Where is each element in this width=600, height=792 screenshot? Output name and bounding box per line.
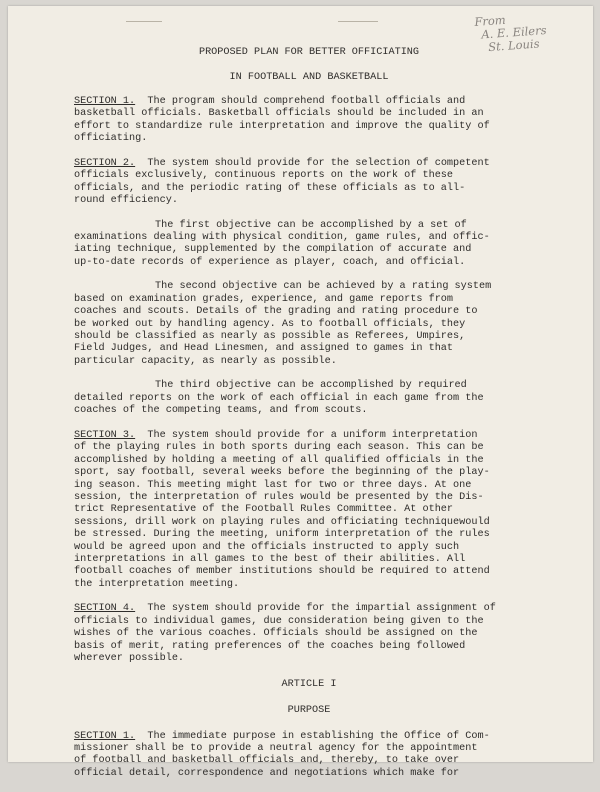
- section-heading: SECTION 1.: [74, 730, 136, 742]
- paragraph-line: Field Judges, and Head Linesmen, and assigned to games in that: [74, 343, 454, 355]
- paragraph-line: session, the interpretation of rules would be presented by the Dis-: [74, 491, 484, 503]
- paragraph-line: basketball officials. Basketball officials should be included in an: [74, 108, 484, 120]
- section-3-paragraph: [74, 430, 544, 591]
- paragraph-line: The system should provide for a uniform interpretation: [147, 429, 478, 441]
- paragraph-line: interpretations in all games to the best of their abilities. All: [74, 553, 466, 565]
- objective-1-paragraph: [74, 220, 544, 270]
- section-heading: SECTION 1.: [74, 96, 136, 107]
- article-section-1-paragraph: [74, 731, 544, 781]
- paragraph-line: trict Representative of the Football Rules Committee. At other: [74, 504, 454, 516]
- paragraph-line: examinations dealing with physical condition, game rules, and offic-: [74, 232, 490, 244]
- paragraph-line: basis of merit, rating preferences of the coaches being followed: [74, 640, 466, 652]
- article-heading: ARTICLE I: [281, 678, 337, 690]
- document-subtitle: IN FOOTBALL AND BASKETBALL: [229, 72, 389, 83]
- paragraph-line: The system should provide for the selection of competent: [147, 157, 490, 169]
- objective-3-paragraph: [74, 380, 544, 417]
- paragraph-line: accomplished by holding a meeting of all qualified officials in the: [74, 454, 484, 466]
- paragraph-line: coaches of the competing teams, and from scouts.: [74, 405, 368, 417]
- paragraph-line: sessions, drill work on playing rules and officiating techniquewould: [74, 516, 490, 528]
- scratch-mark: [338, 21, 378, 22]
- article-subheading: PURPOSE: [287, 704, 331, 716]
- paragraph-line: of football and basketball officials and, thereby, to take over: [74, 755, 460, 767]
- paragraph-line: The third objective can be accomplished by required: [155, 380, 467, 392]
- paragraph-line: effort to standardize rule interpretation and improve the quality of: [74, 120, 490, 132]
- annotation-line: From: [473, 12, 507, 29]
- paragraph-line: officials to individual games, due consideration being given to the: [74, 615, 484, 627]
- paragraph-line: based on examination grades, experience, and game reports from: [74, 293, 454, 305]
- section-heading: SECTION 4.: [74, 603, 136, 615]
- document-body: [74, 46, 544, 792]
- paragraph-line: would be agreed upon and the officials instructed to apply such: [74, 541, 460, 553]
- document-title: PROPOSED PLAN FOR BETTER OFFICIATING: [198, 47, 420, 58]
- section-4-paragraph: [74, 603, 544, 665]
- paragraph-line: The system should provide for the impartial assignment of: [147, 603, 496, 615]
- paragraph-line: coaches and scouts. Details of the grading and rating procedure to: [74, 306, 478, 318]
- paragraph-line: officials exclusively, continuous reports on the work of these: [74, 170, 454, 182]
- paragraph-line: The program should comprehend football officials and: [147, 96, 466, 107]
- paragraph-line: football coaches of member institutions should be required to attend: [74, 566, 490, 578]
- paragraph-line: sport, say football, several weeks before the beginning of the play-: [74, 467, 490, 479]
- paragraph-line: officials, and the periodic rating of these officials as to all-: [74, 182, 466, 194]
- section-1-paragraph: [74, 96, 544, 146]
- annotation-line: A. E. Eilers: [480, 22, 547, 42]
- paragraph-line: iating technique, supplemented by the compilation of accurate and: [74, 244, 472, 256]
- paragraph-line: should be classified as nearly as possible as Referees, Umpires,: [74, 331, 466, 343]
- objective-2-paragraph: [74, 281, 544, 368]
- paragraph-line: The second objective can be achieved by a rating system: [155, 281, 492, 293]
- paragraph-line: wherever possible.: [74, 652, 185, 664]
- paragraph-line: the interpretation meeting.: [74, 578, 240, 590]
- scratch-mark: [126, 21, 162, 22]
- paragraph-line: be worked out by handling agency. As to football officials, they: [74, 318, 466, 330]
- annotation-line: St. Louis: [487, 36, 540, 55]
- paragraph-line: ing season. This meeting might last for two or three days. At one: [74, 479, 472, 491]
- paragraph-line: round efficiency.: [74, 195, 178, 207]
- paragraph-line: detailed reports on the work of each official in each game from the: [74, 392, 484, 404]
- paragraph-line: missioner shall be to provide a neutral agency for the appointment: [74, 742, 478, 754]
- paragraph-line: The immediate purpose in establishing the Office of Com-: [147, 730, 490, 742]
- section-heading: SECTION 2.: [74, 157, 136, 169]
- paragraph-line: of the playing rules in both sports during each season. This can be: [74, 442, 484, 454]
- paragraph-line: official detail, correspondence and negotiations which make for: [74, 767, 460, 779]
- section-2-paragraph: [74, 158, 544, 208]
- paragraph-line: be stressed. During the meeting, uniform interpretation of the rules: [74, 529, 490, 541]
- paragraph-line: wishes of the various coaches. Officials should be assigned on the: [74, 628, 478, 640]
- paragraph-line: up-to-date records of experience as player, coach, and official.: [74, 256, 466, 268]
- paragraph-line: officiating.: [74, 133, 148, 145]
- document-page: [8, 6, 593, 779]
- paragraph-line: particular capacity, as nearly as possible.: [74, 355, 337, 367]
- section-heading: SECTION 3.: [74, 429, 136, 441]
- paragraph-line: The first objective can be accomplished by a set of: [155, 219, 467, 231]
